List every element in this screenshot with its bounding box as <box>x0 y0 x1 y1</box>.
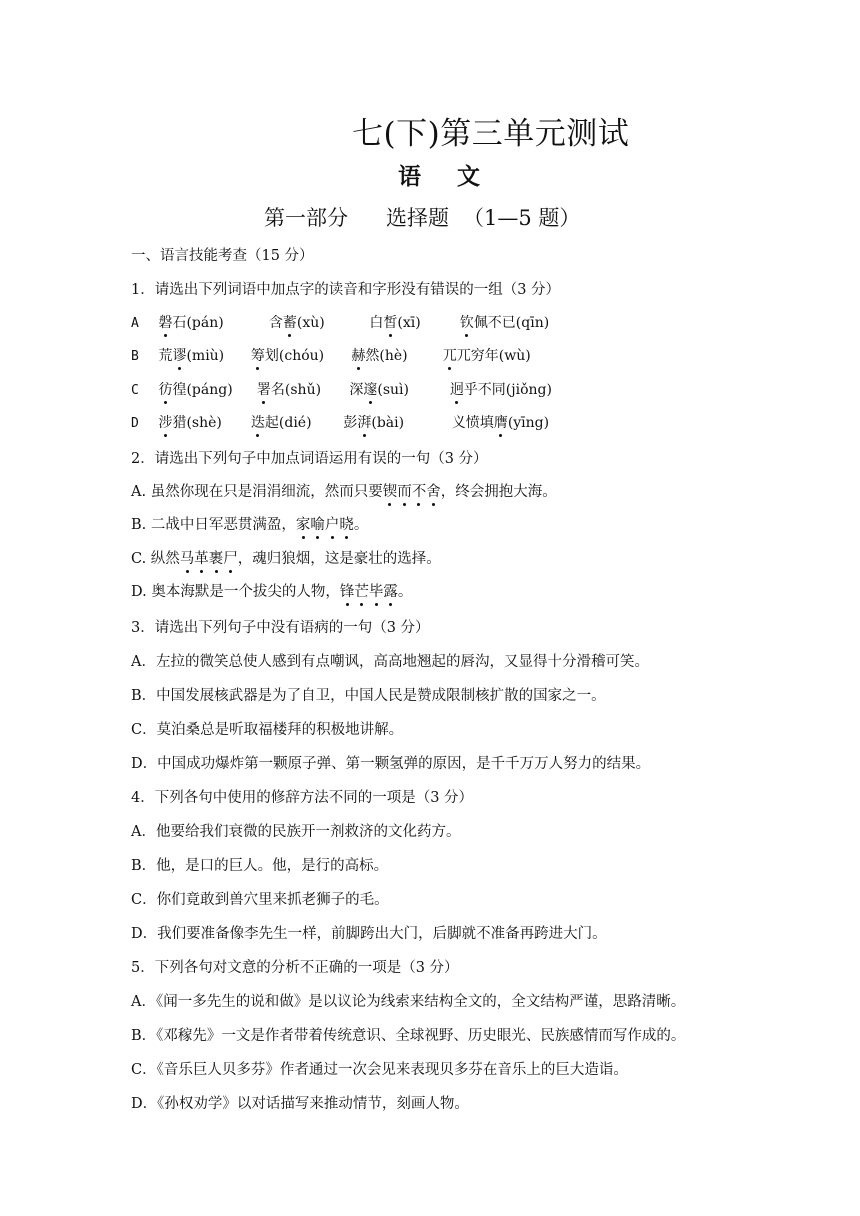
q2-option-b: B. 二战中日军恶贯满盈，家喻户晓。 <box>131 517 369 533</box>
q5-option-c: C．《音乐巨人贝多芬》作者通过一次会见来表现贝多芬在音乐上的巨大造诣。 <box>131 1062 628 1078</box>
dotted-char: 不 <box>411 484 427 500</box>
question-3-stem: 3．请选出下列句子中没有语病的一句（3 分） <box>131 620 430 636</box>
q4-option-a: A．他要给我们衰微的民族开一剂救济的文化药方。 <box>131 824 461 840</box>
q1-c-item-3: 深邃(suì) <box>349 382 409 398</box>
dotted-char: 晓 <box>339 517 354 533</box>
q4-option-c: C．你们竟敢到兽穴里来抓老狮子的毛。 <box>131 892 389 908</box>
question-4-stem: 4．下列各句中使用的修辞方法不同的一项是（3 分） <box>131 790 474 806</box>
subject-heading: 语 文 <box>398 163 495 190</box>
page-title: 七(下)第三单元测试 <box>352 116 630 152</box>
q4-option-b: B．他，是口的巨人。他，是行的高标。 <box>131 858 389 874</box>
q1-d-item-2: 迭起(dié) <box>250 415 312 431</box>
dotted-char: 革 <box>194 551 209 567</box>
dotted-char: 裹 <box>208 551 224 567</box>
q1-c-item-1: 彷徨(páng) <box>158 382 233 398</box>
q1-a-item-1: 磐石(pán) <box>158 315 224 331</box>
option-letter: D <box>131 416 139 431</box>
dotted-phrase <box>383 484 441 500</box>
question-1-stem: 1．请选出下列词语中加点字的读音和字形没有错误的一组（3 分） <box>131 282 561 298</box>
q3-option-a: A．左拉的微笑总使人感到有点嘲讽，高高地翘起的唇沟，又显得十分滑稽可笑。 <box>131 654 649 670</box>
q1-b-item-4: 兀兀穷年(wù) <box>442 348 531 364</box>
dotted-char: 锋 <box>339 584 355 600</box>
q1-a-item-3: 白皙(xī) <box>369 315 421 331</box>
dotted-char: 露 <box>383 584 398 600</box>
dotted-phrase <box>180 551 238 567</box>
q1-b-item-3: 赫然(hè) <box>351 348 408 364</box>
dotted-char: 舍 <box>426 484 441 500</box>
option-letter: C <box>131 383 139 398</box>
dotted-phrase <box>296 517 354 533</box>
q3-option-b: B．中国发展核武器是为了自卫，中国人民是赞成限制核扩散的国家之一。 <box>131 688 606 704</box>
q2-option-a: A. 虽然你现在只是涓涓细流，然而只要锲而不舍，终会拥抱大海。 <box>131 484 557 500</box>
q1-d-item-1: 涉猎(shè) <box>158 415 222 431</box>
q2-option-d: D. 奥本海默是一个拔尖的人物，锋芒毕露。 <box>131 584 413 600</box>
part-heading <box>264 202 580 232</box>
dotted-char: 马 <box>179 551 195 567</box>
q5-option-b: B．《邓稼先》一文是作者带着传统意识、全球视野、历史眼光、民族感情而写作成的。 <box>131 1028 686 1044</box>
q1-option-d <box>131 413 549 434</box>
dotted-char: 芒 <box>354 584 369 600</box>
question-2-stem: 2．请选出下列句子中加点词语运用有误的一句（3 分） <box>131 451 488 467</box>
q1-option-a <box>131 313 549 334</box>
dotted-char: 喻 <box>310 517 325 533</box>
q1-c-item-4: 迥乎不同(jiǒng) <box>449 382 552 398</box>
q4-option-d: D．我们要准备像李先生一样，前脚跨出大门，后脚就不准备再跨进大门。 <box>131 926 607 942</box>
q1-c-item-2: 署名(shǔ) <box>256 382 322 398</box>
part-range: （1—5 题） <box>463 206 581 230</box>
dotted-char: 家 <box>295 517 311 533</box>
q1-d-item-4: 义愤填膺(yīng) <box>451 415 550 431</box>
option-letter: A <box>131 316 139 331</box>
q1-d-item-3: 彭湃(bài) <box>343 415 405 431</box>
dotted-char: 尸 <box>223 551 238 567</box>
q5-option-a: A．《闻一多先生的说和做》是以议论为线索来结构全文的，全文结构严谨，思路清晰。 <box>131 994 686 1010</box>
q3-option-d: D．中国成功爆炸第一颗原子弹、第一颗氢弹的原因，是千千万万人努力的结果。 <box>131 756 651 772</box>
dotted-char: 毕 <box>368 584 384 600</box>
dotted-char: 户 <box>324 517 340 533</box>
section-heading: 一、语言技能考查（15 分） <box>131 248 314 264</box>
dotted-char: 锲 <box>382 484 398 500</box>
dotted-char: 而 <box>397 484 412 500</box>
part-type: 选择题 <box>386 206 449 230</box>
option-letter: B <box>131 349 139 364</box>
dotted-phrase <box>340 584 398 600</box>
part-label: 第一部分 <box>264 206 348 230</box>
q2-option-c: C. 纵然马革裹尸，魂归狼烟，这是豪壮的选择。 <box>131 551 441 567</box>
q1-option-b <box>131 346 531 367</box>
q1-a-item-2: 含蓄(xù) <box>268 315 325 331</box>
q3-option-c: C．莫泊桑总是听取福楼拜的积极地讲解。 <box>131 722 404 738</box>
q1-b-item-2: 筹划(chóu) <box>250 348 325 364</box>
q5-option-d: D．《孙权劝学》以对话描写来推动情节，刻画人物。 <box>131 1096 469 1112</box>
question-5-stem: 5．下列各句对文意的分析不正确的一项是（3 分） <box>131 960 459 976</box>
q1-b-item-1: 荒谬(miù) <box>158 348 225 364</box>
q1-a-item-4: 钦佩不已(qīn) <box>459 315 550 331</box>
q1-option-c <box>131 380 552 401</box>
